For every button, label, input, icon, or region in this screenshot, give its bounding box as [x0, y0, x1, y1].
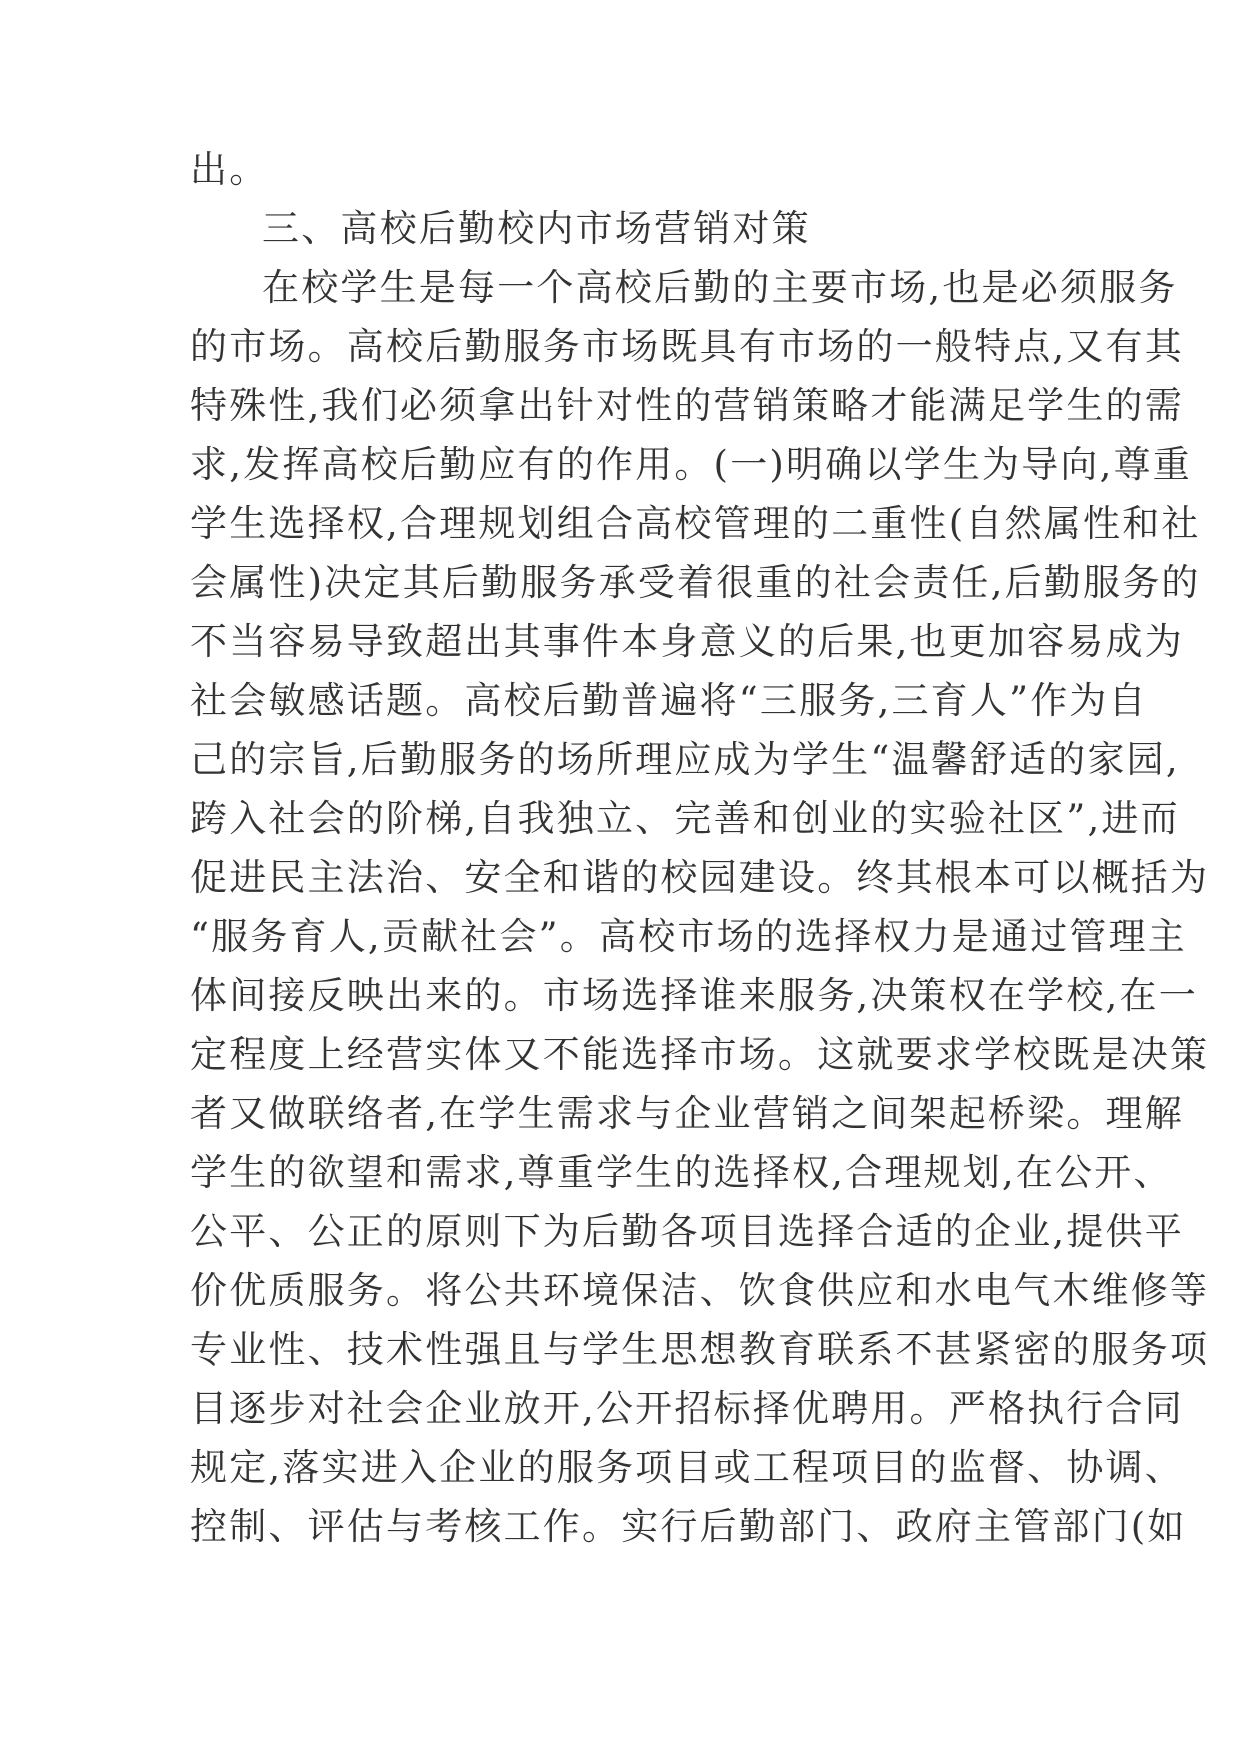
text-line: 学生的欲望和需求,尊重学生的选择权,合理规划,在公开、: [190, 1151, 1173, 1194]
text-line: 专业性、技术性强且与学生思想教育联系不甚紧密的服务项: [190, 1328, 1210, 1371]
text-line: 控制、评估与考核工作。实行后勤部门、政府主管部门(如: [190, 1505, 1187, 1548]
text-line: 价优质服务。将公共环境保洁、饮食供应和水电气木维修等: [190, 1269, 1210, 1312]
section-heading: 三、高校后勤校内市场营销对策: [262, 207, 811, 250]
text-line: 特殊性,我们必须拿出针对性的营销策略才能满足学生的需: [190, 384, 1184, 427]
text-line: 者又做联络者,在学生需求与企业营销之间架起桥梁。理解: [190, 1092, 1184, 1135]
text-line: 己的宗旨,后勤服务的场所理应成为学生“温馨舒适的家园,: [190, 738, 1180, 781]
text-line: 跨入社会的阶梯,自我独立、完善和创业的实验社区”,进而: [190, 797, 1180, 840]
text-line: 体间接反映出来的。市场选择谁来服务,决策权在学校,在一: [190, 974, 1198, 1017]
text-line: 的市场。高校后勤服务市场既具有市场的一般特点,又有其: [190, 325, 1184, 368]
text-line: 不当容易导致超出其事件本身意义的后果,也更加容易成为: [190, 620, 1184, 663]
text-line: 学生选择权,合理规划组合高校管理的二重性(自然属性和社: [190, 502, 1201, 545]
text-line: 出。: [190, 148, 269, 191]
text-line: “服务育人,贡献社会”。高校市场的选择权力是通过管理主: [190, 915, 1187, 958]
text-line: 在校学生是每一个高校后勤的主要市场,也是必须服务: [262, 266, 1178, 309]
text-line: 求,发挥高校后勤应有的作用。(一)明确以学生为导向,尊重: [190, 443, 1192, 486]
text-line: 规定,落实进入企业的服务项目或工程项目的监督、协调、: [190, 1446, 1184, 1489]
text-line: 会属性)决定其后勤服务承受着很重的社会责任,后勤服务的: [190, 561, 1201, 604]
text-line: 社会敏感话题。高校后勤普遍将“三服务,三育人”作为自: [190, 679, 1148, 722]
text-line: 促进民主法治、安全和谐的校园建设。终其根本可以概括为: [190, 856, 1210, 899]
text-line: 定程度上经营实体又不能选择市场。这就要求学校既是决策: [190, 1033, 1210, 1076]
text-line: 公平、公正的原则下为后勤各项目选择合适的企业,提供平: [190, 1210, 1184, 1253]
text-line: 目逐步对社会企业放开,公开招标择优聘用。严格执行合同: [190, 1387, 1184, 1430]
